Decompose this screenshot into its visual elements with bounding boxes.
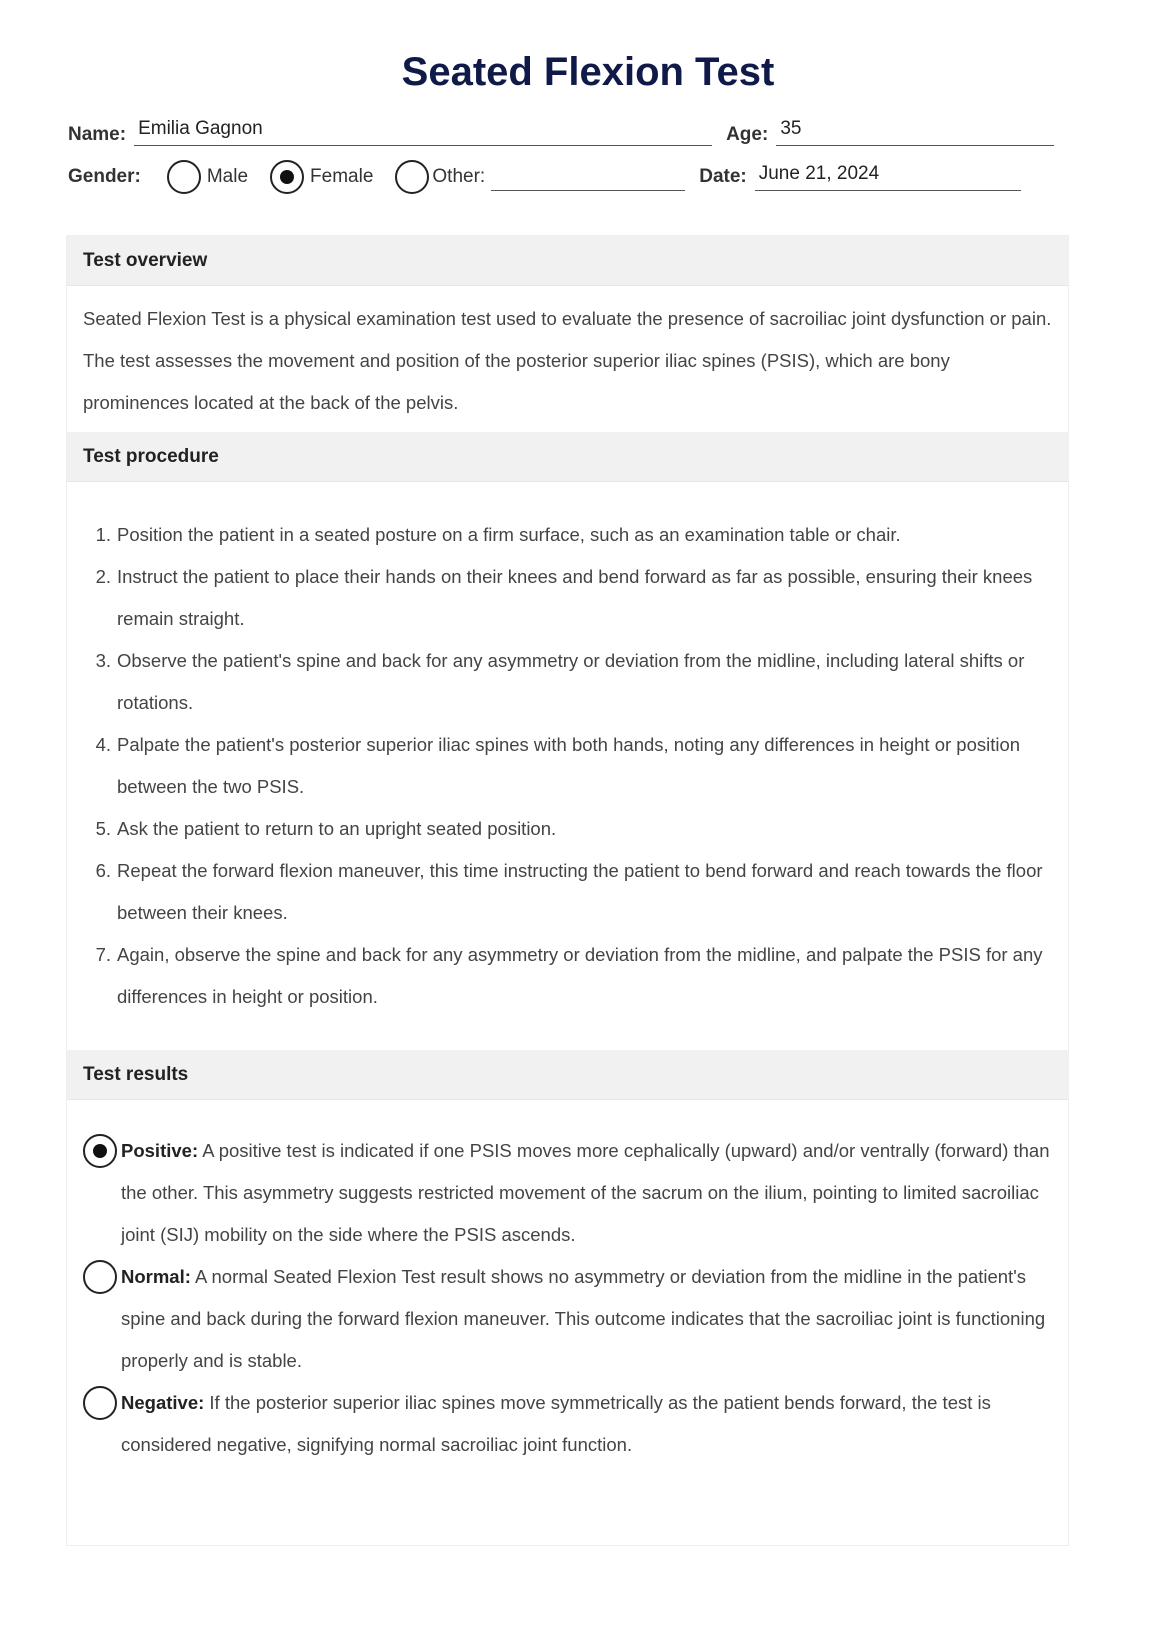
form-panel: [66, 235, 1069, 1546]
result-description: Normal: A normal Seated Flexion Test result shows no asymmetry or deviation from the midline in the patient's spine and back during the forward flexion maneuver. This outcome indicates that the sacroiliac joint is functioning properly and is stable.: [121, 1266, 1046, 1371]
procedure-step: 6. Repeat the forward flexion maneuver, this time instructing the patient to bend forward and reach towards the floor between their knees.: [95, 860, 1043, 923]
page-title: Seated Flexion Test: [401, 50, 775, 94]
results-options: [67, 1100, 1068, 1466]
gender-option-label: Female: [310, 166, 374, 187]
other-gender-field[interactable]: [491, 163, 685, 191]
section-heading-results: Test results: [67, 1050, 1068, 1100]
radio-unchecked-icon[interactable]: [167, 160, 201, 194]
gender-date-row: [68, 160, 1021, 194]
name-label: Name:: [68, 124, 127, 145]
name-age-row: [68, 118, 1054, 146]
procedure-steps: [83, 482, 1052, 1050]
result-label: Positive:: [121, 1140, 199, 1161]
radio-unchecked-icon[interactable]: [395, 160, 429, 194]
date-field[interactable]: June 21, 2024: [755, 163, 1021, 191]
radio-checked-icon[interactable]: [83, 1134, 117, 1168]
result-label: Negative:: [121, 1392, 205, 1413]
gender-label: Gender:: [68, 166, 141, 187]
result-description: Negative: If the posterior superior iliac spines move symmetrically as the patient bends forward, the test is considered negative, signifying normal sacroiliac joint function.: [121, 1392, 991, 1455]
gender-option-female[interactable]: [270, 160, 373, 194]
result-option-normal[interactable]: [83, 1256, 1052, 1382]
age-field[interactable]: 35: [776, 118, 1054, 146]
section-heading-overview: Test overview: [67, 236, 1068, 286]
result-option-negative[interactable]: [83, 1382, 1052, 1466]
procedure-step: 1. Position the patient in a seated posture on a firm surface, such as an examination table or chair.: [95, 524, 901, 545]
section-heading-procedure: Test procedure: [67, 432, 1068, 482]
name-field[interactable]: Emilia Gagnon: [134, 118, 712, 146]
result-option-positive[interactable]: [83, 1130, 1052, 1256]
age-label: Age:: [726, 124, 769, 145]
gender-option-male[interactable]: [167, 160, 248, 194]
radio-unchecked-icon[interactable]: [83, 1386, 117, 1420]
procedure-step: 5. Ask the patient to return to an upright seated position.: [95, 818, 557, 839]
gender-option-label: Other:: [432, 166, 486, 187]
overview-text: Seated Flexion Test is a physical examination test used to evaluate the presence of sacroiliac joint dysfunction or pain. The test assesses the movement and position of the posterior superior iliac spines (PSIS), which are bony prominences located at the back of the pelvis.: [83, 308, 1052, 413]
gender-option-other[interactable]: [395, 160, 485, 194]
procedure-step: 4. Palpate the patient's posterior superior iliac spines with both hands, noting any differences in height or position between the two PSIS.: [95, 734, 1021, 797]
procedure-step: 3. Observe the patient's spine and back for any asymmetry or deviation from the midline, including lateral shifts or rotations.: [95, 650, 1025, 713]
procedure-step: 7. Again, observe the spine and back for any asymmetry or deviation from the midline, and palpate the PSIS for any differences in height or position.: [95, 944, 1043, 1007]
gender-option-label: Male: [206, 166, 249, 187]
result-description: Positive: A positive test is indicated if one PSIS moves more cephalically (upward) and/or ventrally (forward) than the other. This asymmetry suggests restricted movement of the sacrum on the ilium, pointing to limited sacroiliac joint (SIJ) mobility on the side where the PSIS ascends.: [121, 1140, 1050, 1245]
result-label: Normal:: [121, 1266, 191, 1287]
date-label: Date:: [699, 166, 747, 187]
radio-checked-icon[interactable]: [270, 160, 304, 194]
radio-unchecked-icon[interactable]: [83, 1260, 117, 1294]
procedure-step: 2. Instruct the patient to place their hands on their knees and bend forward as far as possible, ensuring their knees remain straight.: [95, 566, 1033, 629]
